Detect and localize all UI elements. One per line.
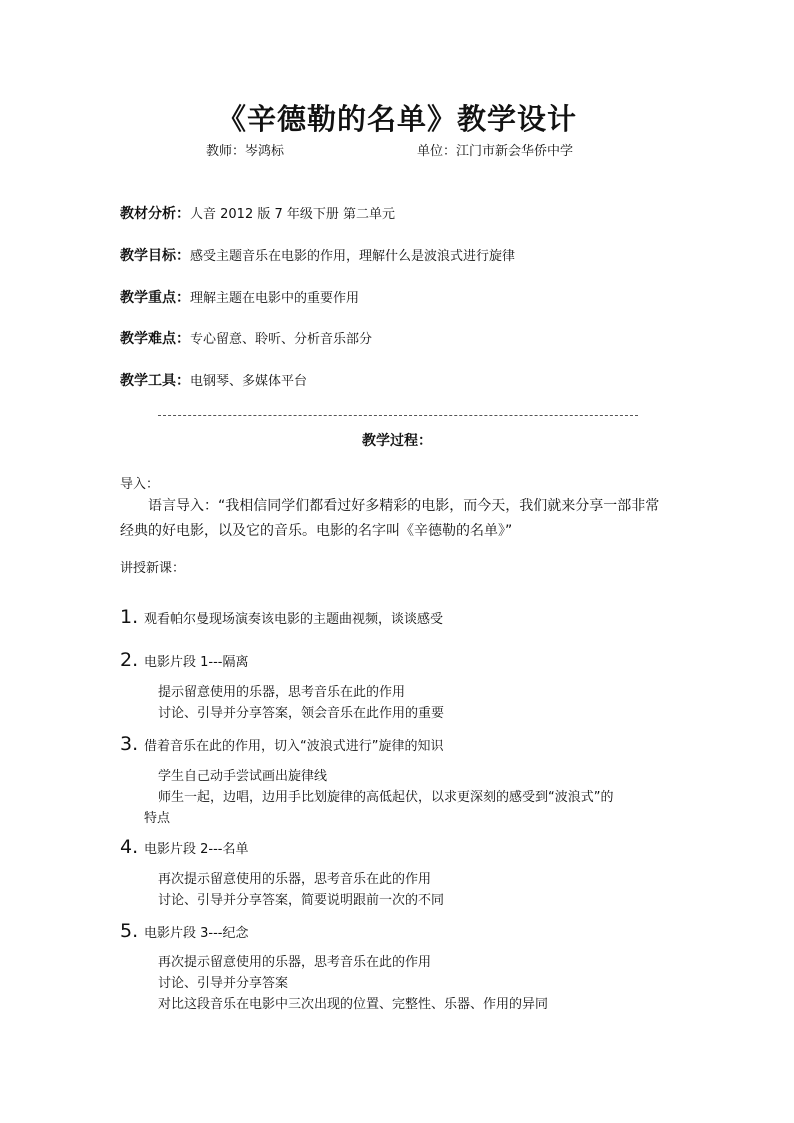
info-label: 教学重点： bbox=[120, 290, 190, 306]
step-3-sub-3: 特点 bbox=[144, 811, 171, 826]
intro-heading: 导入： bbox=[120, 477, 160, 492]
section-divider bbox=[158, 415, 638, 416]
info-value: 理解主题在电影中的重要作用 bbox=[190, 291, 360, 306]
step-text: 电影片段 2---名单 bbox=[144, 842, 249, 857]
step-5-sub-1: 再次提示留意使用的乐器，思考音乐在此的作用 bbox=[158, 955, 432, 970]
school-unit: 单位：江门市新会华侨中学 bbox=[417, 144, 574, 159]
step-number: 4. bbox=[120, 836, 139, 858]
step-5-sub-2: 讨论、引导并分享答案 bbox=[158, 976, 289, 991]
step-4-sub-2: 讨论、引导并分享答案，简要说明跟前一次的不同 bbox=[158, 893, 445, 908]
teacher-name: 教师：岑鸿标 bbox=[206, 144, 285, 159]
step-3-sub-1: 学生自己动手尝试画出旋律线 bbox=[158, 769, 328, 784]
step-1 bbox=[120, 606, 443, 628]
step-text: 借着音乐在此的作用，切入“波浪式进行”旋律的知识 bbox=[144, 739, 444, 754]
document-title: 《辛德勒的名单》教学设计 bbox=[216, 102, 577, 136]
step-2-sub-1: 提示留意使用的乐器，思考音乐在此的作用 bbox=[158, 685, 406, 700]
step-3-sub-2: 师生一起，边唱，边用手比划旋律的高低起伏，以求更深刻的感受到“波浪式”的 bbox=[158, 790, 614, 805]
info-value: 感受主题音乐在电影的作用，理解什么是波浪式进行旋律 bbox=[190, 249, 516, 264]
step-2 bbox=[120, 649, 248, 671]
info-label: 教材分析： bbox=[120, 206, 190, 222]
step-number: 3. bbox=[120, 733, 139, 755]
step-text: 电影片段 3---纪念 bbox=[144, 926, 249, 941]
intro-text-line-2: 经典的好电影，以及它的音乐。电影的名字叫《辛德勒的名单》” bbox=[120, 523, 513, 539]
step-4 bbox=[120, 836, 248, 858]
intro-text-line-1: 语言导入：“我相信同学们都看过好多精彩的电影，而今天，我们就来分享一部非常 bbox=[148, 498, 660, 514]
step-2-sub-2: 讨论、引导并分享答案，领会音乐在此作用的重要 bbox=[158, 706, 445, 721]
info-label: 教学工具： bbox=[120, 373, 190, 389]
info-row-objective bbox=[120, 245, 515, 265]
process-heading: 教学过程： bbox=[362, 433, 432, 449]
new-lesson-heading: 讲授新课： bbox=[120, 561, 186, 576]
step-text: 观看帕尔曼现场演奏该电影的主题曲视频，谈谈感受 bbox=[144, 612, 444, 627]
info-label: 教学难点： bbox=[120, 331, 190, 347]
step-number: 5. bbox=[120, 920, 139, 942]
step-text: 电影片段 1---隔离 bbox=[144, 655, 249, 670]
info-label: 教学目标： bbox=[120, 248, 190, 264]
info-row-tools bbox=[120, 370, 307, 390]
step-4-sub-1: 再次提示留意使用的乐器，思考音乐在此的作用 bbox=[158, 872, 432, 887]
step-5-sub-3: 对比这段音乐在电影中三次出现的位置、完整性、乐器、作用的异同 bbox=[158, 997, 549, 1012]
step-number: 2. bbox=[120, 649, 139, 671]
step-5 bbox=[120, 920, 248, 942]
info-row-difficulty bbox=[120, 328, 372, 348]
step-number: 1. bbox=[120, 606, 139, 628]
info-value: 电钢琴、多媒体平台 bbox=[190, 374, 308, 389]
step-3 bbox=[120, 733, 443, 755]
info-value: 人音 2012 版 7 年级下册 第二单元 bbox=[190, 207, 396, 222]
info-row-key-point bbox=[120, 287, 359, 307]
info-value: 专心留意、聆听、分析音乐部分 bbox=[190, 332, 373, 347]
info-row-material bbox=[120, 203, 395, 223]
